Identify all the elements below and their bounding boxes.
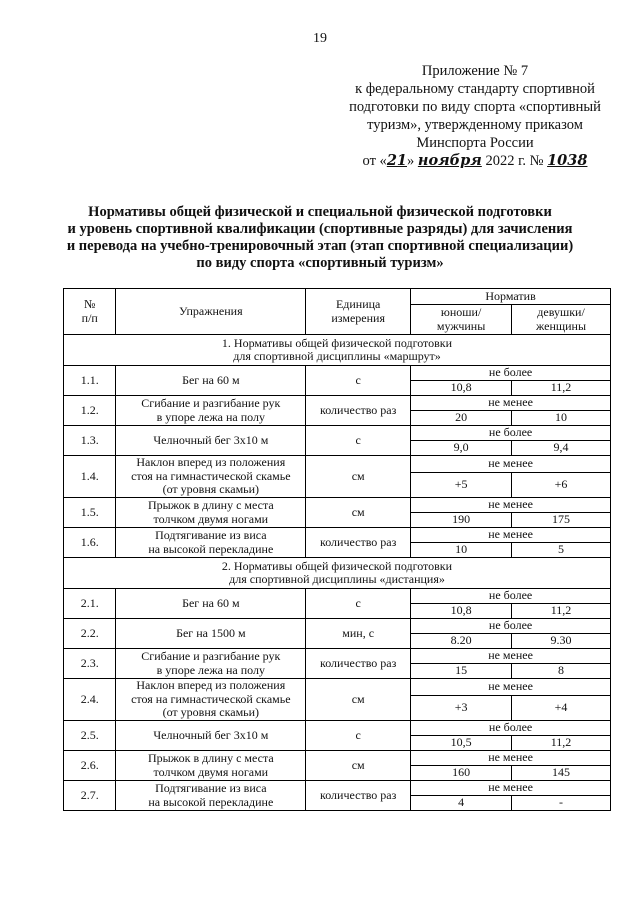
unit: см [306, 679, 411, 721]
standards-table [63, 288, 611, 811]
header-girls: девушки/ женщины [512, 305, 611, 335]
date-mid: » [407, 153, 418, 169]
norm-condition: не менее [411, 528, 611, 543]
row-number: 2.2. [64, 619, 116, 649]
header-number: № п/п [64, 289, 116, 335]
norm-boys: 15 [411, 664, 512, 679]
norm-condition: не менее [411, 456, 611, 473]
norm-boys: 10,5 [411, 736, 512, 751]
norm-boys: 10 [411, 543, 512, 558]
exercise-name: Наклон вперед из положения стоя на гимнастической скамье (от уровня скамьи) [116, 456, 306, 498]
table-row [64, 528, 611, 543]
handwritten-month: ноября [417, 152, 482, 169]
appendix-line: Минспорта России [416, 135, 534, 151]
exercise-name: Челночный бег 3x10 м [116, 426, 306, 456]
exercise-name: Наклон вперед из положения стоя на гимнастической скамье (от уровня скамьи) [116, 679, 306, 721]
unit: количество раз [306, 396, 411, 426]
table-row [64, 589, 611, 604]
norm-girls: 9,4 [512, 441, 611, 456]
row-number: 2.3. [64, 649, 116, 679]
appendix-line: подготовки по виду спорта «спортивный [349, 99, 601, 115]
exercise-name: Бег на 1500 м [116, 619, 306, 649]
table-row [64, 721, 611, 736]
norm-girls: 9.30 [512, 634, 611, 649]
section-title: 2. Нормативы общей физической подготовки для спортивной дисциплины «дистанция» [64, 558, 611, 589]
norm-boys: +3 [411, 696, 512, 721]
unit: мин, с [306, 619, 411, 649]
exercise-name: Бег на 60 м [116, 589, 306, 619]
norm-girls: 145 [512, 766, 611, 781]
row-number: 2.1. [64, 589, 116, 619]
title-line: и перевода на учебно-тренировочный этап (этап спортивной специализации) [66, 238, 574, 254]
handwritten-day: 21 [386, 152, 407, 169]
title-line: Нормативы общей физической и специальной физической подготовки [88, 204, 552, 220]
row-number: 1.6. [64, 528, 116, 558]
norm-condition: не менее [411, 751, 611, 766]
unit: количество раз [306, 781, 411, 811]
norm-boys: 190 [411, 513, 512, 528]
row-number: 2.7. [64, 781, 116, 811]
exercise-name: Подтягивание из виса на высокой перекладине [116, 781, 306, 811]
norm-boys: 10,8 [411, 381, 512, 396]
norm-boys: 8.20 [411, 634, 512, 649]
row-number: 1.2. [64, 396, 116, 426]
norm-boys: 4 [411, 796, 512, 811]
unit: с [306, 366, 411, 396]
table-row [64, 781, 611, 796]
title-line: по виду спорта «спортивный туризм» [196, 255, 444, 271]
appendix-line: к федеральному стандарту спортивной [355, 81, 595, 97]
norm-girls: 11,2 [512, 381, 611, 396]
norm-condition: не менее [411, 679, 611, 696]
table-row [64, 366, 611, 381]
handwritten-order-number: 1038 [547, 152, 588, 169]
norm-condition: не менее [411, 781, 611, 796]
norm-condition: не более [411, 619, 611, 634]
exercise-name: Сгибание и разгибание рук в упоре лежа на полу [116, 649, 306, 679]
norm-condition: не менее [411, 649, 611, 664]
table-row [64, 751, 611, 766]
header-boys: юноши/ мужчины [411, 305, 512, 335]
norm-girls: 8 [512, 664, 611, 679]
appendix-line: туризм», утвержденному приказом [367, 117, 583, 133]
row-number: 2.6. [64, 751, 116, 781]
norm-boys: 160 [411, 766, 512, 781]
section-title: 1. Нормативы общей физической подготовки для спортивной дисциплины «маршрут» [64, 335, 611, 366]
section-header-row [64, 335, 611, 366]
section-header-row [64, 558, 611, 589]
table-row [64, 649, 611, 664]
row-number: 1.4. [64, 456, 116, 498]
unit: количество раз [306, 528, 411, 558]
unit: количество раз [306, 649, 411, 679]
row-number: 2.4. [64, 679, 116, 721]
table-row [64, 396, 611, 411]
exercise-name: Бег на 60 м [116, 366, 306, 396]
table-row [64, 426, 611, 441]
norm-condition: не более [411, 426, 611, 441]
norm-girls: - [512, 796, 611, 811]
row-number: 1.5. [64, 498, 116, 528]
table-row [64, 498, 611, 513]
appendix-header [330, 62, 620, 170]
order-date-line [330, 152, 620, 170]
appendix-title: Приложение № 7 [421, 63, 529, 79]
unit: с [306, 721, 411, 751]
norm-boys: 10,8 [411, 604, 512, 619]
document-title [40, 204, 600, 272]
row-number: 1.3. [64, 426, 116, 456]
exercise-name: Подтягивание из виса на высокой перекладине [116, 528, 306, 558]
exercise-name: Прыжок в длину с места толчком двумя ногами [116, 751, 306, 781]
table-row [64, 619, 611, 634]
norm-boys: 9,0 [411, 441, 512, 456]
exercise-name: Сгибание и разгибание рук в упоре лежа на полу [116, 396, 306, 426]
unit: см [306, 751, 411, 781]
norm-girls: 10 [512, 411, 611, 426]
norm-girls: 11,2 [512, 604, 611, 619]
header-exercise: Упражнения [116, 289, 306, 335]
norm-condition: не более [411, 721, 611, 736]
page-number: 19 [313, 31, 327, 46]
header-unit: Единица измерения [306, 289, 411, 335]
norm-condition: не менее [411, 498, 611, 513]
norm-girls: 5 [512, 543, 611, 558]
exercise-name: Прыжок в длину с места толчком двумя ногами [116, 498, 306, 528]
exercise-name: Челночный бег 3x10 м [116, 721, 306, 751]
row-number: 1.1. [64, 366, 116, 396]
norm-boys: +5 [411, 473, 512, 498]
norm-girls: +6 [512, 473, 611, 498]
row-number: 2.5. [64, 721, 116, 751]
unit: см [306, 456, 411, 498]
norm-girls: 11,2 [512, 736, 611, 751]
unit: с [306, 589, 411, 619]
norm-condition: не более [411, 366, 611, 381]
table-row [64, 679, 611, 696]
norm-condition: не менее [411, 396, 611, 411]
date-prefix: от « [362, 153, 387, 169]
norm-condition: не более [411, 589, 611, 604]
norm-girls: 175 [512, 513, 611, 528]
unit: с [306, 426, 411, 456]
table-row [64, 456, 611, 473]
header-norm: Норматив [411, 289, 611, 305]
title-line: и уровень спортивной квалификации (спортивные разряды) для зачисления [67, 221, 573, 237]
date-year: 2022 г. № [481, 153, 548, 169]
norm-girls: +4 [512, 696, 611, 721]
norm-boys: 20 [411, 411, 512, 426]
unit: см [306, 498, 411, 528]
